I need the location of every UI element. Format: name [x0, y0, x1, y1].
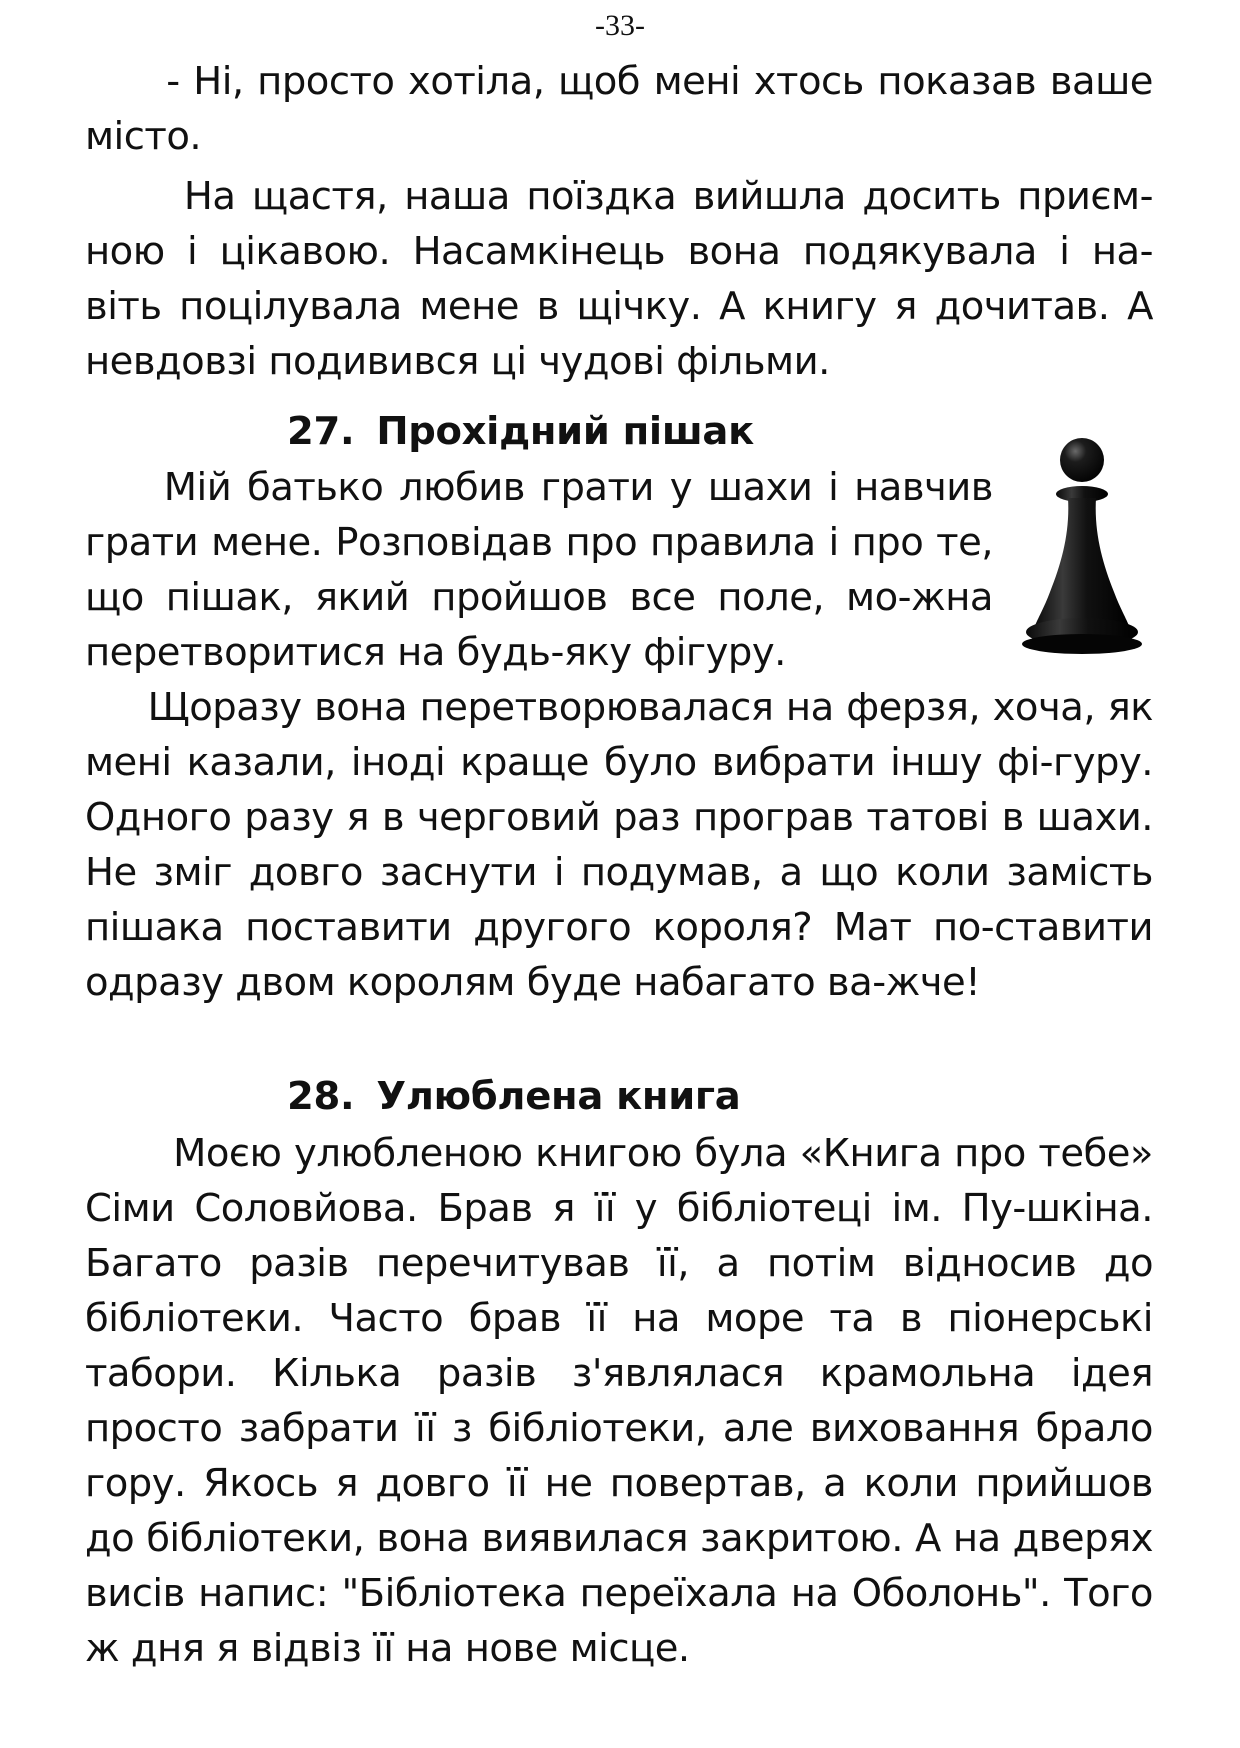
paragraph: - Ні, просто хотіла, щоб мені хтось показав ваше місто. [85, 59, 1153, 159]
text-block-27-wrapped [85, 460, 993, 680]
section-heading-28 [0, 1072, 1240, 1122]
page-number: -33- [595, 9, 645, 42]
text-block-27-full [85, 680, 1153, 1010]
paragraph: Мій батько любив грати у шахи і навчив грати мене. Розповідав про правила і про те, що пішак, який пройшов все поле, мо-жна перетворитися на будь-яку фігуру. [85, 465, 993, 675]
text-block-intro [85, 54, 1153, 389]
text-block-28 [85, 1126, 1153, 1676]
section-number: 28. [287, 1074, 355, 1119]
paragraph: Моєю улюбленою книгою була «Книга про тебе» Сіми Соловйова. Брав я її у бібліотеці ім. Пу-шкіна. Багато разів перечитував її, а потім відносив до бібліотеки. Часто брав її на море та в піонерські табори. Кілька разів з'являлася крамольна ідея просто забрати її з бібліотеки, але виховання брало гору. Якось я довго її не повертав, а коли прийшов до бібліотеки, вона виявилася закритою. А на дверях висів напис: "Бібліотека переїхала на Оболонь". Того ж дня я відвіз її на нове місце. [85, 1131, 1153, 1671]
paragraph: На щастя, наша поїздка вийшла досить приєм-ною і цікавою. Насамкінець вона подякувала і на-віть поцілувала мене в щічку. А книгу я дочитав. А невдовзі подивився ці чудові фільми. [85, 174, 1153, 384]
section-title: Прохідний пішак [376, 409, 754, 454]
chess-pawn-icon [1020, 432, 1144, 656]
section-title: Улюблена книга [376, 1074, 741, 1119]
paragraph: Щоразу вона перетворювалася на ферзя, хоча, як мені казали, іноді краще було вибрати іншу фі-гуру. Одного разу я в черговий раз програв татові в шахи. Не зміг довго заснути і подумав, а що коли замість пішака поставити другого короля? Мат по-ставити одразу двом королям буде набагато ва-жче! [85, 685, 1153, 1005]
section-number: 27. [287, 409, 355, 454]
